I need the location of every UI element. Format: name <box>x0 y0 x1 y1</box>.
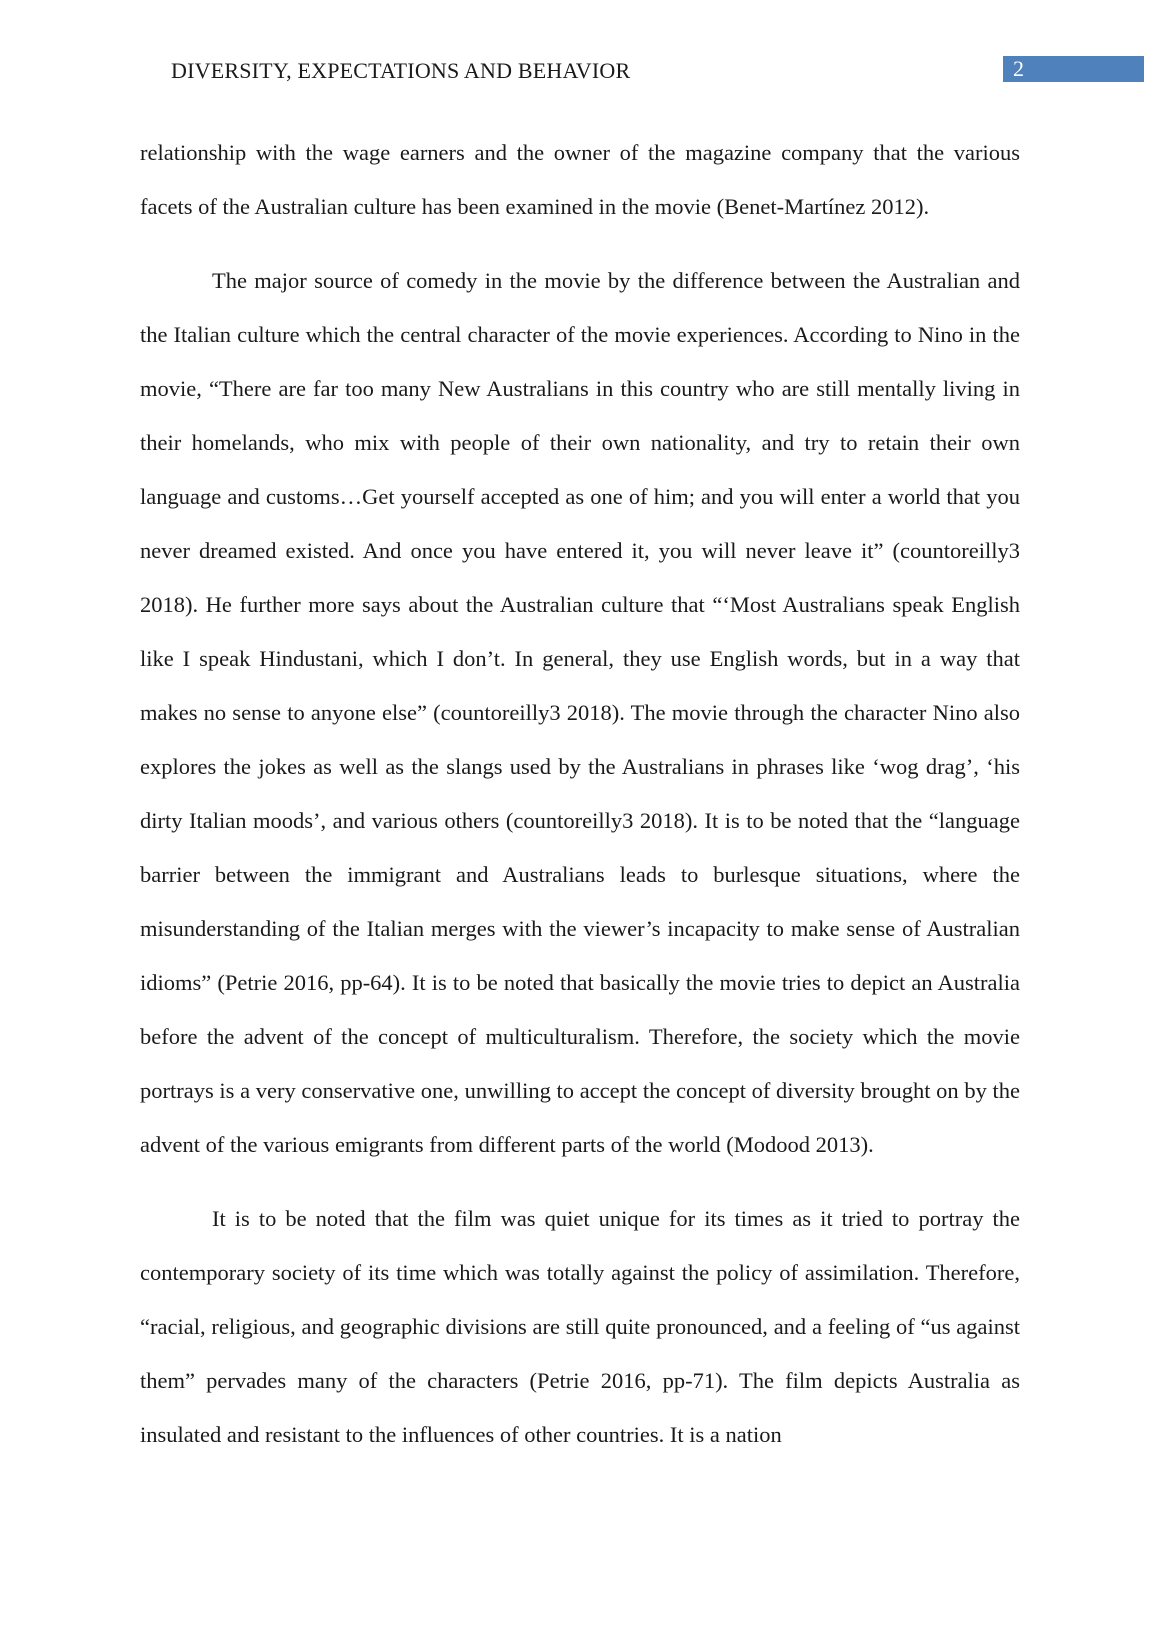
document-body <box>140 126 1020 1482</box>
running-head: DIVERSITY, EXPECTATIONS AND BEHAVIOR <box>171 58 631 83</box>
paragraph-continuation: relationship with the wage earners and the owner of the magazine company that the various facets of the Australian culture has been examined in the movie (Benet-Martínez 2012). <box>140 140 1020 219</box>
page-number: 2 <box>1013 56 1024 81</box>
paragraph-comedy-source: The major source of comedy in the movie by the difference between the Australian and the Italian culture which the central character of the movie experiences. According to Nino in the movie, “There are far too many New Australians in this country who are still mentally living in their homelands, who mix with people of their own nationality, and try to retain their own language and customs…Get yourself accepted as one of him; and you will enter a world that you never dreamed existed. And once you have entered it, you will never leave it” (countoreilly3 2018). He further more says about the Australian culture that “‘Most Australians speak English like I speak Hindustani, which I don’t. In general, they use English words, but in a way that makes no sense to anyone else” (countoreilly3 2018). The movie through the character Nino also explores the jokes as well as the slangs used by the Australians in phrases like ‘wog drag’, ‘his dirty Italian moods’, and various others (countoreilly3 2018). It is to be noted that the “language barrier between the immigrant and Australians leads to burlesque situations, where the misunderstanding of the Italian merges with the viewer’s incapacity to make sense of Australian idioms” (Petrie 2016, pp-64). It is to be noted that basically the movie tries to depict an Australia before the advent of the concept of multiculturalism. Therefore, the society which the movie portrays is a very conservative one, unwilling to accept the concept of diversity brought on by the advent of the various emigrants from different parts of the world (Modood 2013). <box>140 268 1020 1157</box>
paragraph-film-uniqueness: It is to be noted that the film was quiet unique for its times as it tried to portray the contemporary society of its time which was totally against the policy of assimilation. Therefore, “racial, religious, and geographic divisions are still quite pronounced, and a feeling of “us against them” pervades many of the characters (Petrie 2016, pp-71). The film depicts Australia as insulated and resistant to the influences of other countries. It is a nation <box>140 1206 1020 1447</box>
page-number-box <box>1003 56 1144 82</box>
